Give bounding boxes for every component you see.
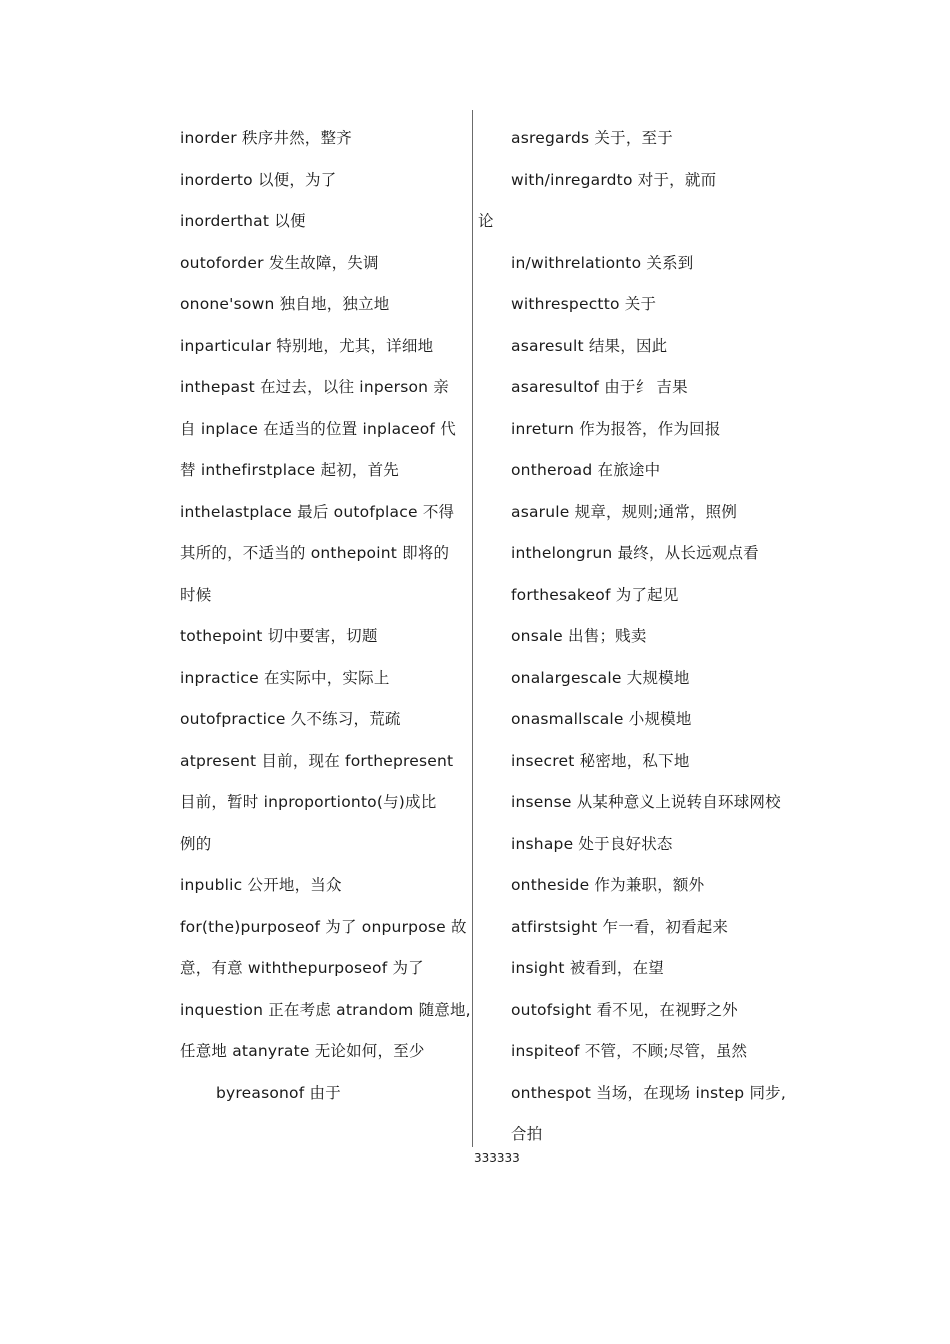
text-line: inorder 秩序井然，整齐 — [180, 129, 352, 147]
text-line: asaresult 结果，因此 — [511, 336, 668, 355]
text-line: 时候 — [180, 585, 212, 604]
text-line: outofsight 看不见，在视野之外 — [511, 1000, 738, 1019]
text-line: inpractice 在实际中，实际上 — [180, 668, 390, 687]
text-line: withrespectto 关于 — [511, 295, 657, 313]
text-line: inshape 处于良好状态 — [511, 834, 673, 853]
text-line: outoforder 发生故障，失调 — [180, 253, 379, 272]
text-line: inreturn 作为报答，作为回报 — [511, 419, 721, 438]
text-line: onsale 出售；贱卖 — [511, 627, 647, 645]
text-line: asarule 规章，规则;通常，照例 — [511, 502, 738, 521]
text-line: onthespot 当场，在现场 instep 同步, — [511, 1083, 786, 1102]
right-column — [478, 118, 818, 1156]
text-line: atfirstsight 乍一看，初看起来 — [511, 917, 729, 936]
text-line: 目前，暂时 inproportionto(与)成比 — [180, 793, 437, 811]
text-line: 自 inplace 在适当的位置 inplaceof 代 — [180, 419, 456, 438]
text-line: asaresultof 由于纟 吉果 — [511, 378, 688, 396]
text-line: 论 — [478, 212, 494, 230]
text-line: inthepast 在过去，以往 inperson 亲 — [180, 378, 449, 396]
text-line: ontheroad 在旅途中 — [511, 461, 661, 479]
text-line: forthesakeof 为了起见 — [511, 585, 679, 604]
page-number: 333333 — [474, 1151, 520, 1165]
text-line: inorderto 以便，为了 — [180, 170, 337, 189]
text-line: inorderthat 以便 — [180, 212, 306, 230]
text-line: inthelastplace 最后 outofplace 不得 — [180, 502, 455, 521]
text-line: inpublic 公开地，当众 — [180, 876, 342, 894]
column-divider — [472, 110, 473, 1147]
text-line: 其所的，不适当的 onthepoint 即将的 — [180, 544, 450, 562]
text-line: insight 被看到，在望 — [511, 959, 664, 977]
text-line: byreasonof 由于 — [216, 1083, 341, 1102]
text-line: in/withrelationto 关系到 — [511, 253, 694, 272]
text-line: for(the)purposeof 为了 onpurpose 故 — [180, 917, 467, 936]
text-line: inquestion 正在考虑 atrandom 随意地, — [180, 1000, 471, 1019]
text-line: inparticular 特别地，尤其，详细地 — [180, 336, 434, 355]
text-line: asregards 关于，至于 — [511, 129, 673, 147]
text-line: 合拍 — [511, 1125, 543, 1143]
text-line: 替 inthefirstplace 起初，首先 — [180, 461, 400, 479]
text-line: 例的 — [180, 834, 212, 853]
text-line: onasmallscale 小规模地 — [511, 710, 692, 728]
text-line: onalargescale 大规模地 — [511, 668, 690, 687]
text-line: tothepoint 切中要害，切题 — [180, 627, 378, 645]
text-line: inspiteof 不管，不顾;尽管，虽然 — [511, 1042, 748, 1060]
text-line: 任意地 atanyrate 无论如何，至少 — [180, 1042, 425, 1060]
text-line: onone'sown 独自地，独立地 — [180, 295, 390, 313]
text-line: atpresent 目前，现在 forthepresent — [180, 751, 454, 770]
text-line: outofpractice 久不练习，荒疏 — [180, 710, 401, 728]
text-line: ontheside 作为兼职，额外 — [511, 876, 705, 894]
text-line: inthelongrun 最终，从长远观点看 — [511, 544, 759, 562]
text-line: insecret 秘密地，私下地 — [511, 751, 690, 770]
left-column — [180, 118, 472, 1114]
text-line: insense 从某种意义上说转自环球网校 — [511, 793, 781, 811]
text-line: 意，有意 withthepurposeof 为了 — [180, 959, 424, 977]
text-line: with/inregardto 对于，就而 — [511, 170, 717, 189]
